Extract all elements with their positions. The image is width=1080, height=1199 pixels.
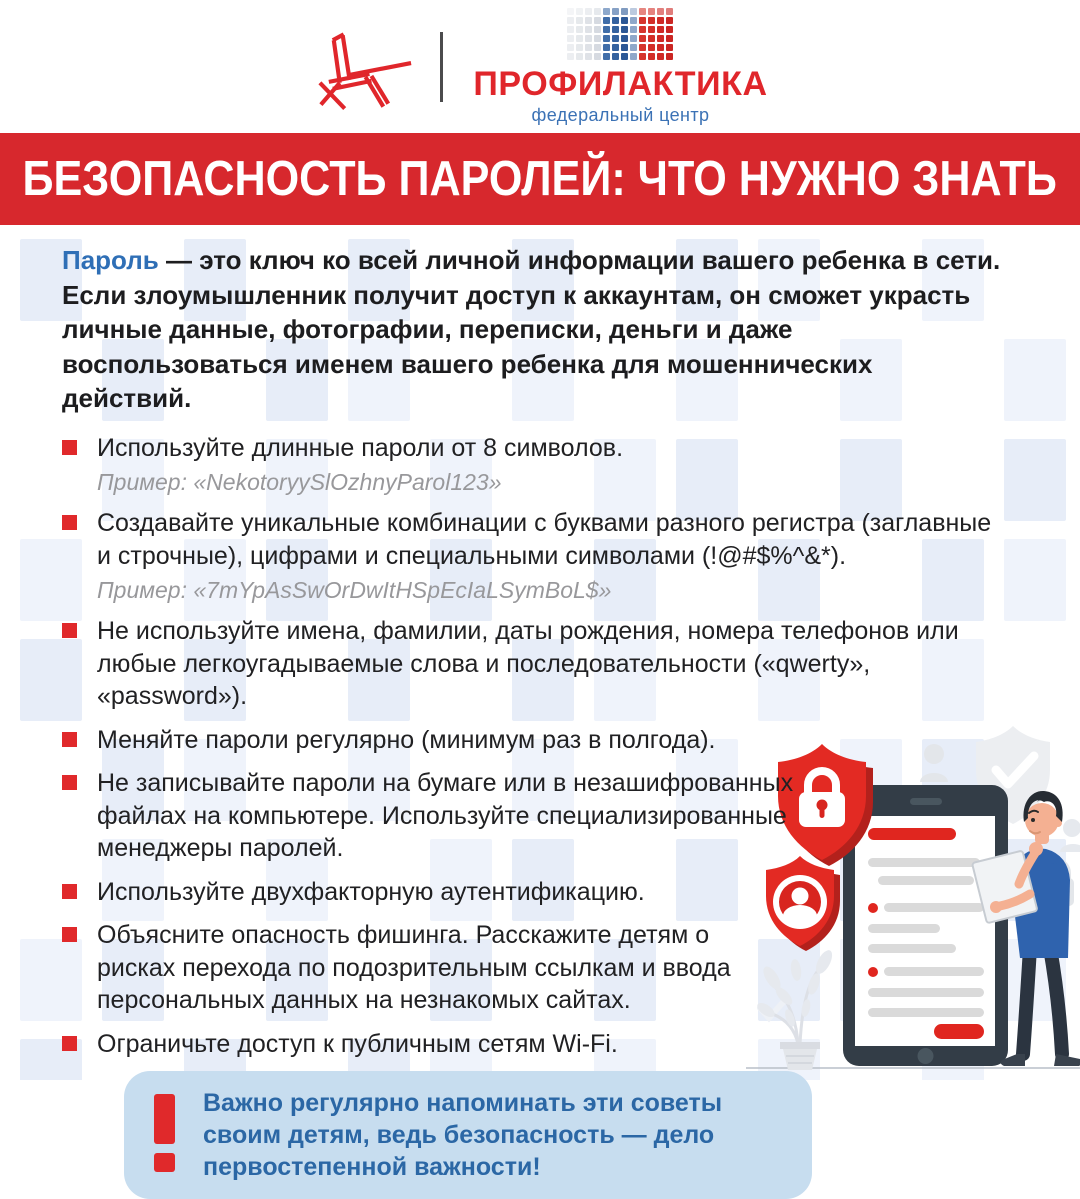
tip-item [62,724,1022,757]
title-banner [0,133,1080,225]
text-column [0,225,1080,1199]
tip-text: Не записывайте пароли на бумаге или в незашифрованных файлах на компьютере. Используйте специализированные менеджеры паролей. [97,769,794,863]
brand-name: ПРОФИЛАКТИКА [473,64,768,103]
tip-text: Создавайте уникальные комбинации с буквами разного регистра (заглавные и строчные), цифрами и специальными символами (!@#$%^&*). [97,509,992,570]
tip-item [62,507,1022,604]
page-title: БЕЗОПАСНОСТЬ ПАРОЛЕЙ: ЧТО НУЖНО ЗНАТЬ [22,152,1058,206]
bullet-icon [62,623,77,638]
chair-logo-icon [312,23,416,111]
bullet-icon [62,1036,77,1051]
tip-item [62,432,1022,497]
tip-item [62,615,1022,713]
tip-example: Пример: «NekotoryySlOzhnyParol123» [97,469,502,496]
intro-lead-word: Пароль [62,245,159,275]
tip-text: Используйте длинные пароли от 8 символов. [97,433,624,462]
tip-text: Не используйте имена, фамилии, даты рождения, номера телефонов или любые легкоугадываемые слова и последовательности («qwerty», «password»). [97,617,959,711]
tip-item [62,1028,1022,1061]
tip-text: Ограничьте доступ к публичным сетям Wi-Fi. [97,1029,618,1058]
bullet-icon [62,732,77,747]
info-callout [124,1071,812,1199]
tip-item [62,876,1022,909]
brand-subtitle: федеральный центр [531,104,710,125]
exclamation-icon [154,1087,175,1172]
tips-list [62,432,1022,1061]
bullet-icon [62,515,77,530]
tip-item [62,767,1022,865]
header [0,0,1080,133]
pixel-grid-icon [567,8,673,60]
tip-item [62,919,1022,1017]
tip-example: Пример: «7mYpAsSwOrDwItHSpEcIaLSymBoL$» [97,577,612,604]
content-area [0,225,1080,1182]
bullet-icon [62,884,77,899]
intro-text: — это ключ ко всей личной информации вашего ребенка в сети. Если злоумышленник получит доступ к аккаунтам, он сможет украсть личные данные, фотографии, переписки, деньги и даже воспользоваться именем вашего ребенка для мошеннических действий. [62,245,1001,414]
brand-logo [473,8,767,126]
bullet-icon [62,440,77,455]
callout-text: Важно регулярно напоминать эти советы своим детям, ведь безопасность — дело первостепенной важности! [203,1089,723,1182]
bullet-icon [62,775,77,790]
tip-text: Объясните опасность фишинга. Расскажите детям о рисках перехода по подозрительным ссылкам и ввода персональных данных на незнакомых сайтах. [97,921,731,1015]
tip-text: Меняйте пароли регулярно (минимум раз в полгода). [97,725,716,754]
header-divider [440,32,443,102]
intro-paragraph [62,243,1002,416]
tip-text: Используйте двухфакторную аутентификацию. [97,877,645,906]
bullet-icon [62,927,77,942]
